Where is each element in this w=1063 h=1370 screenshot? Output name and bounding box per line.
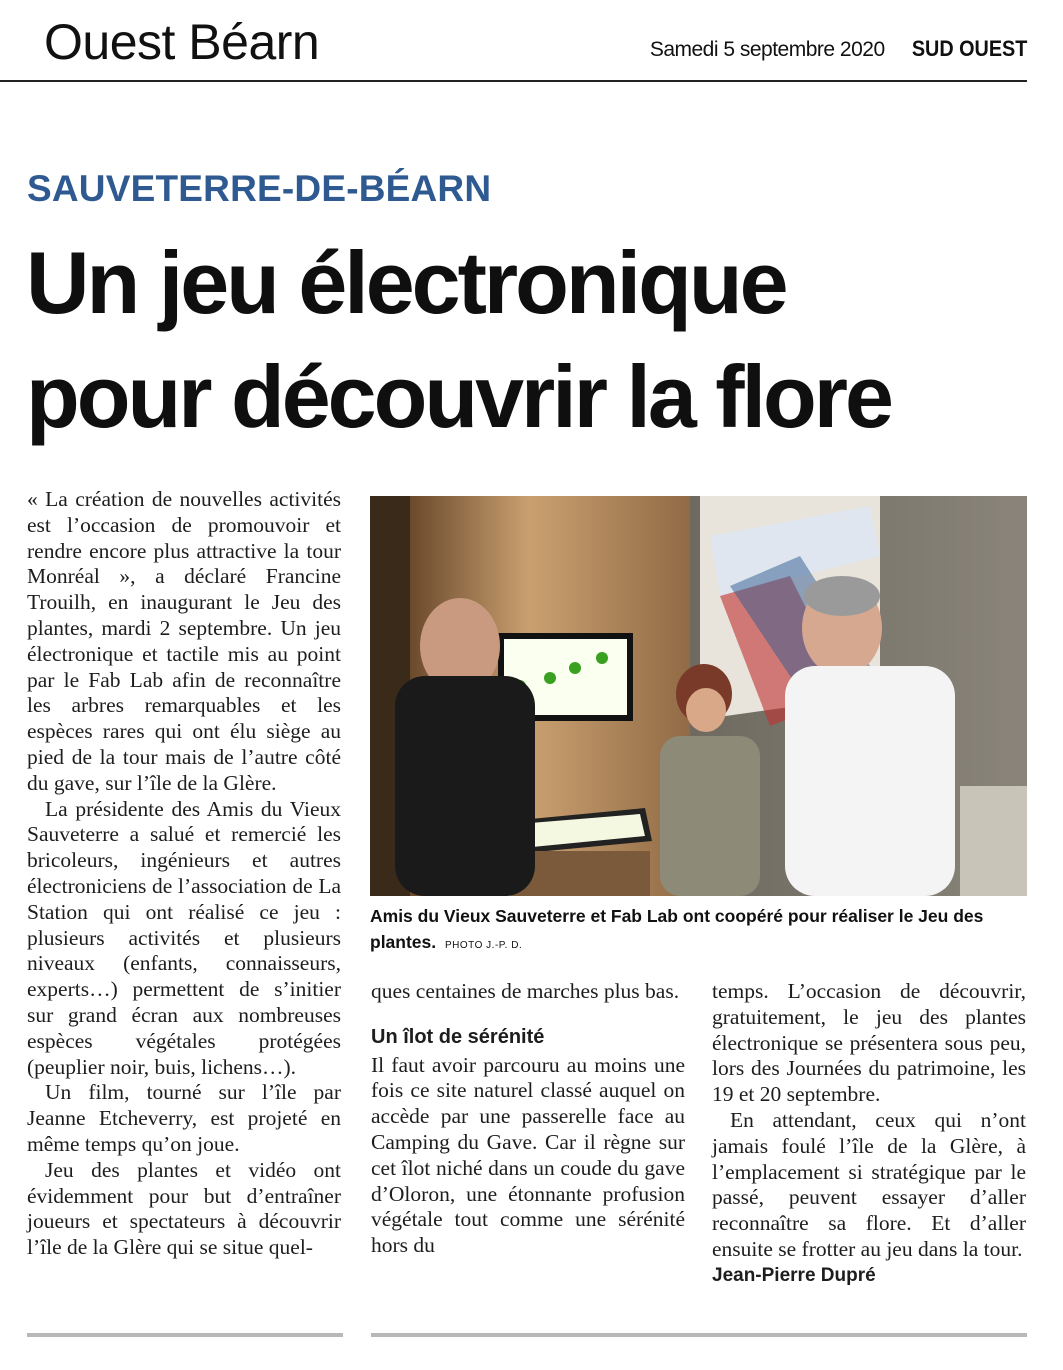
masthead-right (650, 36, 1027, 62)
paragraph-3: Un film, tourné sur l’île par Jeanne Etcheverry, est projeté en même temps qu’on joue. (27, 1080, 341, 1156)
paragraph-4: Jeu des plantes et vidéo ont évidemment pour but d’entraîner joueurs et spectateurs à découvrir l’île de la Glère qui se situe quel- (27, 1157, 341, 1260)
byline: Jean-Pierre Dupré (712, 1264, 876, 1286)
article-photo (370, 496, 1027, 896)
paragraph-continuation: ques centaines de marches plus bas. (371, 979, 680, 1003)
column-3 (712, 979, 1026, 1289)
masthead-brand: SUD OUEST (911, 36, 1027, 61)
caption-text: Amis du Vieux Sauveterre et Fab Lab ont coopéré pour réaliser le Jeu des plantes. (370, 906, 984, 952)
masthead-rule (0, 80, 1027, 82)
paragraph-2: La présidente des Amis du Vieux Sauveterre a salué et remercié les bricoleurs, ingénieurs et autres électroniciens de l’association de La Station qui ont réalisé ce jeu : plusieurs activités et plusieurs niveaux (enfants, connaisseurs, experts…) permettent de s’initier sur grand écran aux nombreuses espèces végétales protégées (peuplier noir, buis, lichens…). (27, 796, 341, 1079)
column-2 (371, 979, 685, 1259)
photo-caption (370, 903, 1027, 959)
column-1 (27, 487, 341, 1261)
kicker: SAUVETERRE-DE-BÉARN (27, 168, 492, 209)
photo-illustration (370, 496, 1027, 896)
paragraph-6: temps. L’occasion de découvrir, gratuitement, le jeu des plantes électronique se présentera sous peu, lors des Journées du patrimoine, les 19 et 20 septembre. (712, 979, 1026, 1107)
photo-credit: PHOTO J.-P. D. (445, 940, 523, 951)
headline-line-1: Un jeu électronique (26, 233, 786, 332)
masthead-date: Samedi 5 septembre 2020 (649, 38, 885, 61)
paragraph-1: « La création de nouvelles activités est l’occasion de promouvoir et rendre encore plus attractive la tour Monréal », a déclaré Francine Trouilh, en inaugurant le Jeu des plantes, mardi 2 septembre. Un jeu électronique et tactile mis au point par le Fab Lab afin de reconnaître les arbres remarquables et les espèces rares qui ont élu siège au pied de la tour mais de l’autre côté du gave, sur l’île de la Glère. (27, 487, 341, 795)
paragraph-7: En attendant, ceux qui n’ont jamais foulé l’île de la Glère, à l’emplacement si stratégique par le passé, peuvent essayer d’aller reconnaître sa flore. Et d’aller ensuite se frotter au jeu dans la tour. (712, 1107, 1026, 1261)
paragraph-5: Il faut avoir parcouru au moins une fois ce site naturel classé auquel on accède par une passerelle face au Camping du Gave. Car il règne sur cet îlot niché dans un coude du gave d’Oloron, une étonnante profusion végétale tout comme une sérénité hors du (371, 1052, 685, 1258)
headline-line-2: pour découvrir la flore (26, 347, 891, 446)
subhead: Un îlot de sérénité (371, 1025, 545, 1048)
masthead-section: Ouest Béarn (44, 14, 320, 70)
bottom-rule-right (371, 1333, 1027, 1337)
headline (26, 226, 1036, 454)
bottom-rule-left (27, 1333, 343, 1337)
